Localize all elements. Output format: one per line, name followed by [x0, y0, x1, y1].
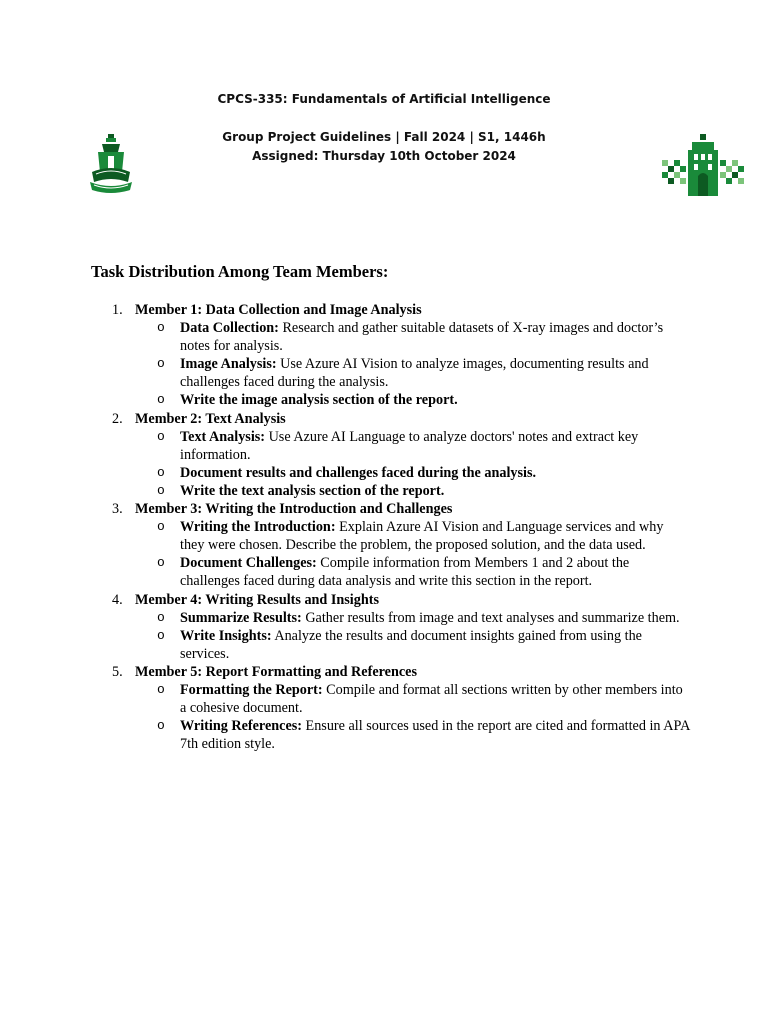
task-lead: Document Challenges: [180, 555, 317, 572]
member-number: 3. [112, 501, 123, 518]
member-title: Member 2: Text Analysis [135, 410, 286, 427]
task-list [135, 428, 691, 500]
member-title: Member 4: Writing Results and Insights [135, 591, 379, 608]
task-item [135, 428, 691, 464]
task-item [135, 391, 691, 409]
member-item [91, 410, 691, 500]
task-lead: Document results and challenges faced during the analysis. [180, 464, 537, 481]
member-item [91, 500, 691, 590]
section-heading: Task Distribution Among Team Members: [91, 262, 389, 281]
task-text: Ensure all sources used in the report are cited and formatted in APA 7th edition style. [180, 718, 690, 753]
task-text: Research and gather suitable datasets of X-ray images and doctor’s notes for analysis. [180, 320, 664, 355]
task-item [135, 609, 691, 627]
task-lead: Formatting the Report: [180, 681, 323, 698]
task-lead: Write the image analysis section of the report. [180, 392, 458, 409]
task-lead: Writing References: [180, 718, 302, 735]
task-text: Use Azure AI Vision to analyze images, documenting results and challenges faced during the analysis. [180, 356, 649, 391]
task-list [135, 609, 691, 663]
bullet-icon: o [157, 681, 165, 697]
bullet-icon: o [157, 609, 165, 625]
member-title: Member 3: Writing the Introduction and Challenges [135, 501, 453, 518]
task-lead: Image Analysis: [180, 356, 277, 373]
task-text: Analyze the results and document insights gained from using the services. [180, 627, 642, 662]
bullet-icon: o [157, 320, 165, 336]
task-item [135, 355, 691, 391]
bullet-icon: o [157, 519, 165, 535]
member-item [91, 591, 691, 663]
task-text: Compile and format all sections written by other members into a cohesive document. [180, 681, 683, 717]
member-number: 5. [112, 663, 123, 680]
assigned-date: Assigned: Thursday 10th October 2024 [252, 149, 516, 163]
bullet-icon: o [157, 356, 165, 372]
bullet-icon: o [157, 428, 165, 444]
task-list [135, 319, 691, 409]
task-item [135, 482, 691, 500]
bullet-icon: o [157, 464, 165, 480]
task-lead: Writing the Introduction: [180, 519, 336, 536]
member-number: 1. [112, 302, 123, 318]
course-title: CPCS-335: Fundamentals of Artificial Intelligence [217, 92, 551, 106]
task-item [135, 681, 691, 717]
task-list [135, 681, 691, 753]
task-text: Gather results from image and text analyses and summarize them. [301, 609, 680, 626]
bullet-icon: o [157, 627, 165, 643]
task-item [135, 518, 691, 554]
task-item [135, 319, 691, 355]
task-list [135, 518, 691, 590]
document-header [0, 90, 768, 166]
task-lead: Write Insights: [180, 627, 272, 644]
member-list [91, 301, 691, 753]
task-item [135, 717, 691, 753]
bullet-icon: o [157, 392, 165, 408]
member-item [91, 301, 691, 410]
task-text: Explain Azure AI Vision and Language services and why they were chosen. Describe the problem, the proposed solution, and the data used. [180, 519, 664, 554]
task-lead: Data Collection: [180, 320, 279, 337]
task-text: Use Azure AI Language to analyze doctors' notes and extract key information. [180, 428, 639, 463]
guidelines-line: Group Project Guidelines | Fall 2024 | S1, 1446h [222, 130, 546, 144]
task-lead: Write the text analysis section of the report. [180, 482, 445, 499]
task-text: Compile information from Members 1 and 2 about the challenges faced during data analysis and write this section in the report. [180, 555, 630, 590]
member-number: 4. [112, 591, 123, 608]
bullet-icon: o [157, 482, 165, 498]
member-item [91, 663, 691, 753]
task-lead: Text Analysis: [180, 428, 266, 445]
task-item [135, 627, 691, 663]
bullet-icon: o [157, 555, 165, 571]
member-title: Member 1: Data Collection and Image Analysis [135, 302, 422, 318]
member-number: 2. [112, 410, 123, 427]
task-item [135, 554, 691, 590]
bullet-icon: o [157, 718, 165, 734]
member-title: Member 5: Report Formatting and References [135, 663, 417, 680]
task-lead: Summarize Results: [180, 609, 302, 626]
task-item [135, 464, 691, 482]
